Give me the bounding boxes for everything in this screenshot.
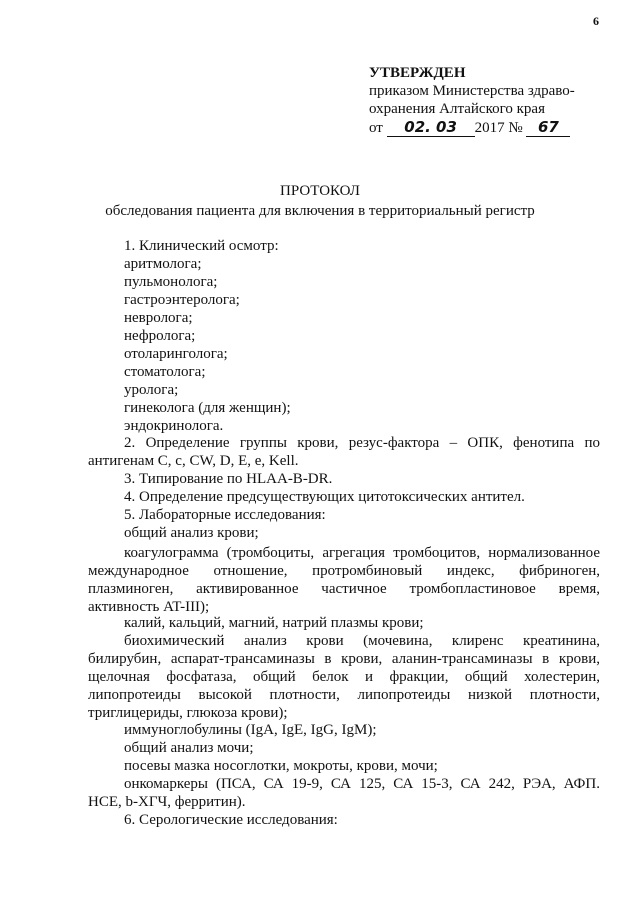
paragraph-line: плазминоген, активированное частичное тромбопластиновое время, [88, 581, 600, 597]
approval-line-2: охранения Алтайского края [369, 101, 545, 117]
list-item: онкомаркеры (ПСА, СА 19-9, СА 125, СА 15-3, СА 242, РЭА, АФП. [124, 776, 600, 792]
list-item: калий, кальций, магний, натрий плазмы крови; [124, 615, 424, 631]
handwritten-order-number: 67 [526, 118, 570, 137]
paragraph-line: триглицериды, глюкоза крови); [88, 705, 288, 721]
approval-line-1: приказом Министерства здраво- [369, 83, 575, 99]
approval-date-line [369, 118, 575, 137]
paragraph-line: щелочная фосфатаза, общий белок и фракции, общий холестерин, [88, 669, 600, 685]
paragraph-line: активность AT-III); [88, 599, 210, 615]
section-heading: 5. Лабораторные исследования: [124, 507, 326, 523]
list-item: гастроэнтеролога; [124, 292, 240, 308]
section-heading: 6. Серологические исследования: [124, 812, 338, 828]
list-item: нефролога; [124, 328, 196, 344]
document-title: ПРОТОКОЛ [280, 183, 360, 199]
handwritten-date: 02. 03 [387, 118, 475, 137]
list-item: коагулограмма (тромбоциты, агрегация тромбоцитов, нормализованное [124, 545, 600, 561]
section-heading: 2. Определение группы крови, резус-фактора – ОПК, фенотипа по [124, 435, 600, 451]
paragraph-line: НСЕ, b-ХГЧ, ферритин). [88, 794, 246, 810]
paragraph-line: антигенам C, c, CW, D, E, e, Kell. [88, 453, 299, 469]
document-subtitle: обследования пациента для включения в территориальный регистр [105, 203, 535, 219]
list-item: эндокринолога. [124, 418, 224, 434]
list-item: пульмонолога; [124, 274, 218, 290]
list-item: стоматолога; [124, 364, 206, 380]
list-item: аритмолога; [124, 256, 202, 272]
list-item: уролога; [124, 382, 179, 398]
approval-date-prefix: от [369, 120, 383, 136]
list-item: общий анализ мочи; [124, 740, 254, 756]
paragraph-line: международное отношение, протромбиновый индекс, фибриноген, [88, 563, 600, 579]
list-item: невролога; [124, 310, 193, 326]
paragraph-line: липопротеиды высокой плотности, липопротеиды низкой плотности, [88, 687, 600, 703]
approval-title: УТВЕРЖДЕН [369, 65, 466, 81]
list-item: общий анализ крови; [124, 525, 259, 541]
list-item: отоларинголога; [124, 346, 228, 362]
section-heading: 1. Клинический осмотр: [124, 238, 279, 254]
list-item: иммуноглобулины (IgA, IgE, IgG, IgM); [124, 722, 377, 738]
approval-year: 2017 № [474, 120, 523, 136]
section-heading: 3. Типирование по HLAA-B-DR. [124, 471, 333, 487]
list-item: посевы мазка носоглотки, мокроты, крови, мочи; [124, 758, 438, 774]
approval-stamp-block [369, 64, 575, 137]
paragraph-line: билирубин, аспарат-трансаминазы в крови, аланин-трансаминазы в крови, [88, 651, 600, 667]
list-item: гинеколога (для женщин); [124, 400, 291, 416]
list-item: биохимический анализ крови (мочевина, клиренс креатинина, [124, 633, 600, 649]
section-heading: 4. Определение предсуществующих цитотоксических антител. [124, 489, 525, 505]
page-number: 6 [593, 14, 599, 28]
